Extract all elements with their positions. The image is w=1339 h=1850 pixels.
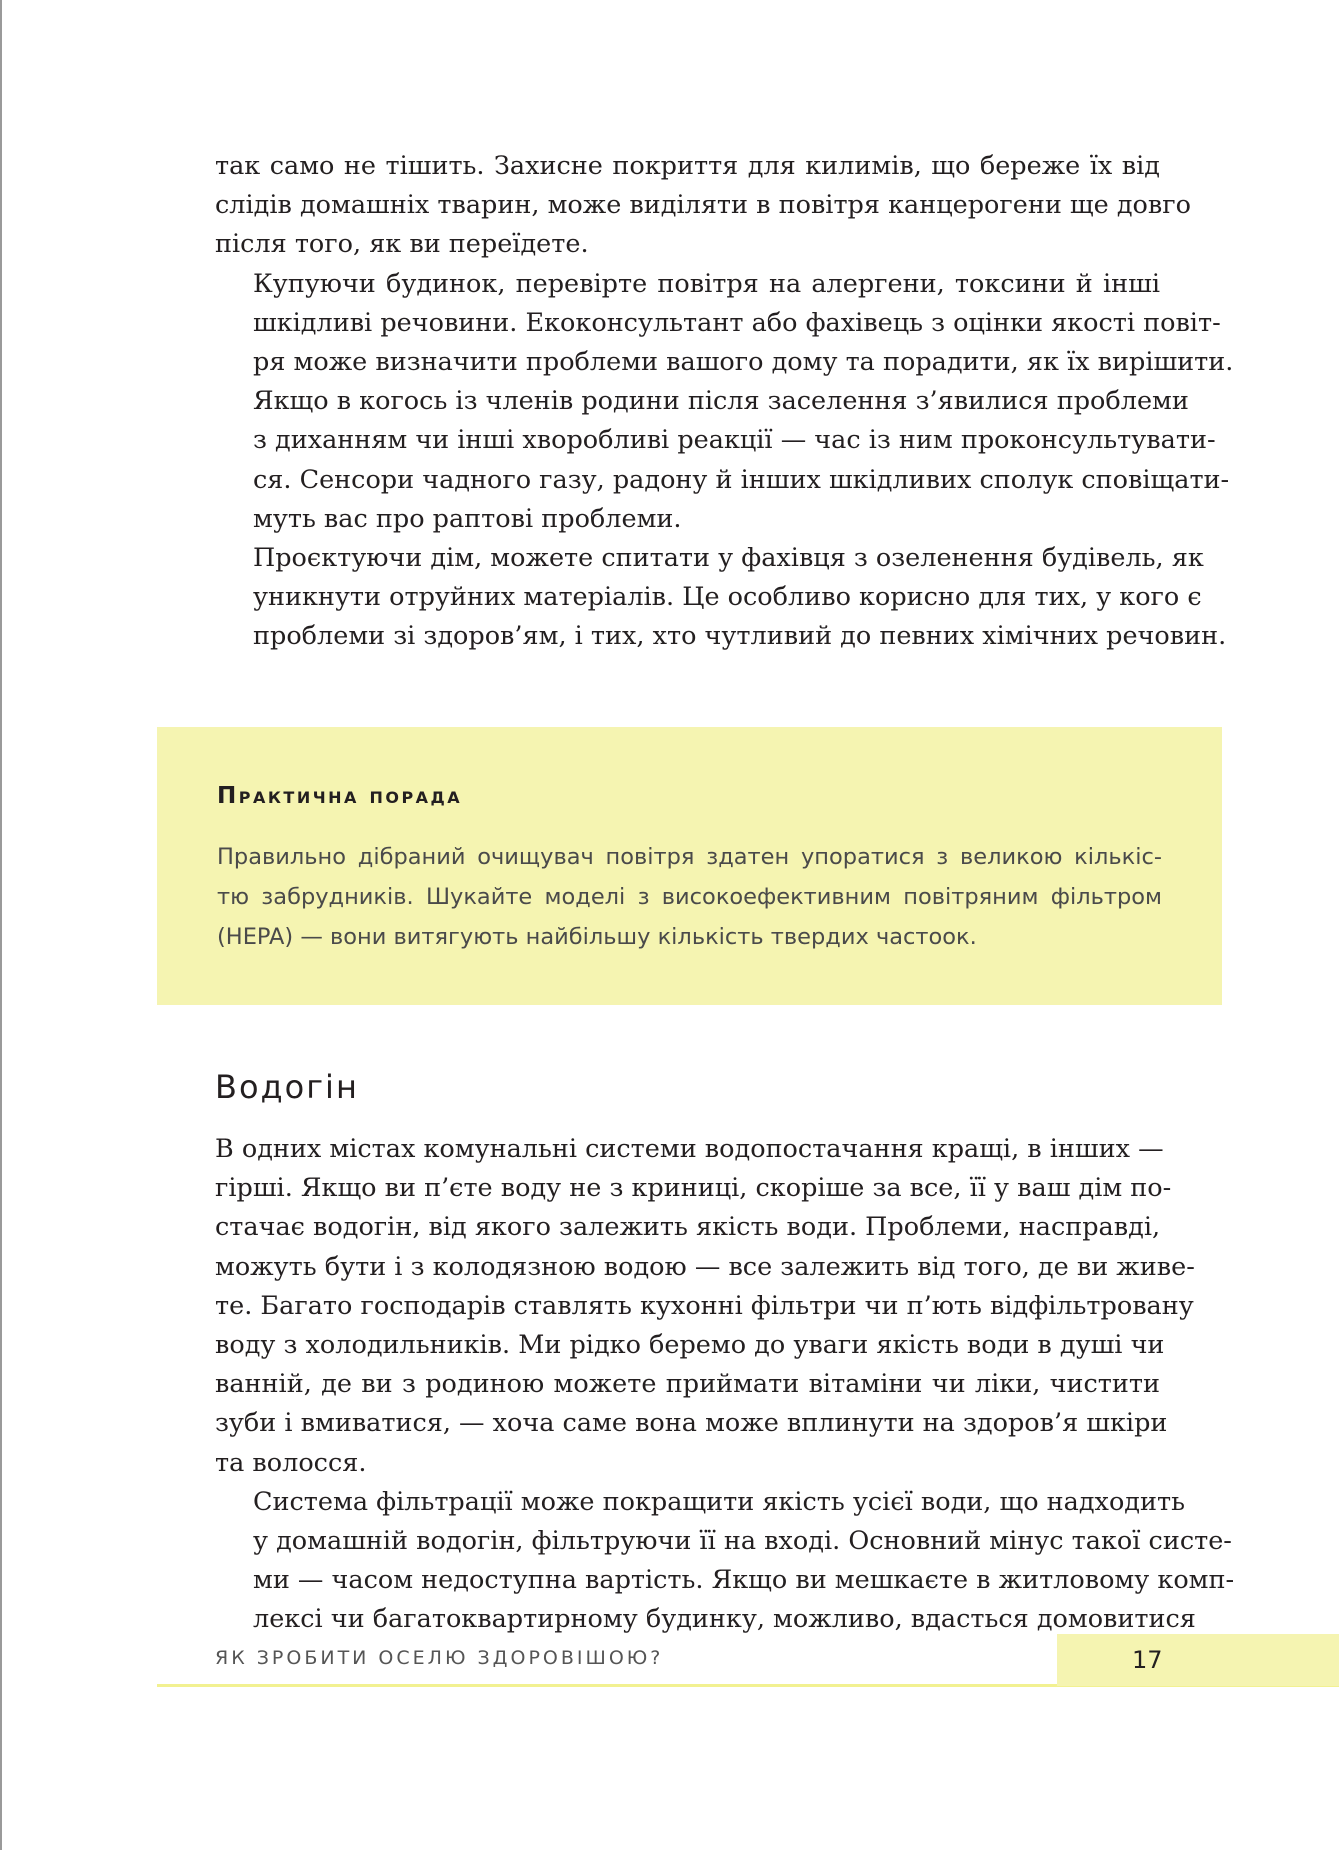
page-edge-rule: [0, 0, 2, 1850]
page-number: 17: [1132, 1646, 1163, 1674]
text-line: Якщо в когось із членів родини після заселення з’явилися проблеми: [253, 386, 1189, 417]
top-text-block: [215, 147, 1234, 657]
tip-text: [217, 837, 1162, 957]
paragraph: [215, 1130, 1195, 1483]
paragraph: [215, 539, 1227, 657]
tip-line: Правильно дібраний очищувач повітря здатен упоратися з великою кількіс-: [217, 844, 1162, 870]
text-line: слідів домашніх тварин, може виділяти в повітря канцерогени ще довго: [215, 190, 1191, 221]
text-line: ми — часом недоступна вартість. Якщо ви мешкаєте в житловому комп-: [253, 1565, 1235, 1596]
tip-line: (HEPA) — вони витягують найбільшу кількість твердих частоок.: [217, 924, 977, 950]
text-line: Купуючи будинок, перевірте повітря на алергени, токсини й інші: [253, 268, 1160, 299]
text-line: ся. Сенсори чадного газу, радону й інших шкідливих сполук сповіщати-: [253, 464, 1230, 495]
text-line: стачає водогін, від якого залежить якість води. Проблеми, насправді,: [215, 1212, 1161, 1243]
text-line: воду з холодильників. Ми рідко беремо до уваги якість води в душі чи: [215, 1330, 1165, 1361]
text-line: гірші. Якщо ви п’єте воду не з криниці, скоріше за все, її у ваш дім по-: [215, 1173, 1172, 1204]
text-line: після того, як ви переїдете.: [215, 229, 589, 260]
text-line: зуби і вмиватися, — хоча саме вона може вплинути на здоров’я шкіри: [215, 1408, 1168, 1439]
text-line: Проєктуючи дім, можете спитати у фахівця з озеленення будівель, як: [253, 543, 1204, 574]
bottom-text-block: [215, 1130, 1235, 1640]
text-line: лексі чи багатоквартирному будинку, можливо, вдасться домовитися: [253, 1604, 1196, 1635]
text-line: ванній, де ви з родиною можете приймати вітаміни чи ліки, чистити: [215, 1369, 1160, 1400]
paragraph: [215, 265, 1234, 539]
running-footer-title: ЯК ЗРОБИТИ ОСЕЛЮ ЗДОРОВІШОЮ?: [215, 1647, 664, 1669]
tip-title: Практична порада: [217, 783, 463, 809]
text-line: Система фільтрації може покращити якість усієї води, що надходить: [253, 1486, 1185, 1517]
text-line: у домашній водогін, фільтруючи її на вході. Основний мінус такої систе-: [253, 1526, 1232, 1557]
practical-tip-box: [157, 727, 1222, 1005]
text-line: з диханням чи інші хворобливі реакції — час із ним проконсультувати-: [253, 425, 1216, 456]
text-line: та волосся.: [215, 1447, 367, 1478]
text-line: муть вас про раптові проблеми.: [253, 503, 682, 534]
section-heading: Водогін: [215, 1068, 359, 1106]
tip-line: тю забрудників. Шукайте моделі з високоефективним повітряним фільтром: [217, 884, 1162, 910]
paragraph: [215, 147, 1191, 265]
text-line: так само не тішить. Захисне покриття для килимів, що береже їх від: [215, 151, 1160, 181]
page-number-box: [1057, 1634, 1339, 1686]
text-line: проблеми зі здоров’ям, і тих, хто чутливий до певних хімічних речовин.: [253, 621, 1227, 652]
text-line: ря може визначити проблеми вашого дому та порадити, як їх вирішити.: [253, 347, 1234, 378]
text-line: шкідливі речовини. Екоконсультант або фахівець з оцінки якості повіт-: [253, 307, 1221, 338]
text-line: В одних містах комунальні системи водопостачання кращі, в інших —: [215, 1134, 1164, 1164]
text-line: можуть бути і з колодязною водою — все залежить від того, де ви живе-: [215, 1251, 1195, 1282]
text-line: те. Багато господарів ставлять кухонні фільтри чи п’ють відфільтровану: [215, 1290, 1194, 1321]
text-line: уникнути отруйних матеріалів. Це особливо корисно для тих, у кого є: [253, 582, 1202, 613]
paragraph: [215, 1483, 1235, 1640]
